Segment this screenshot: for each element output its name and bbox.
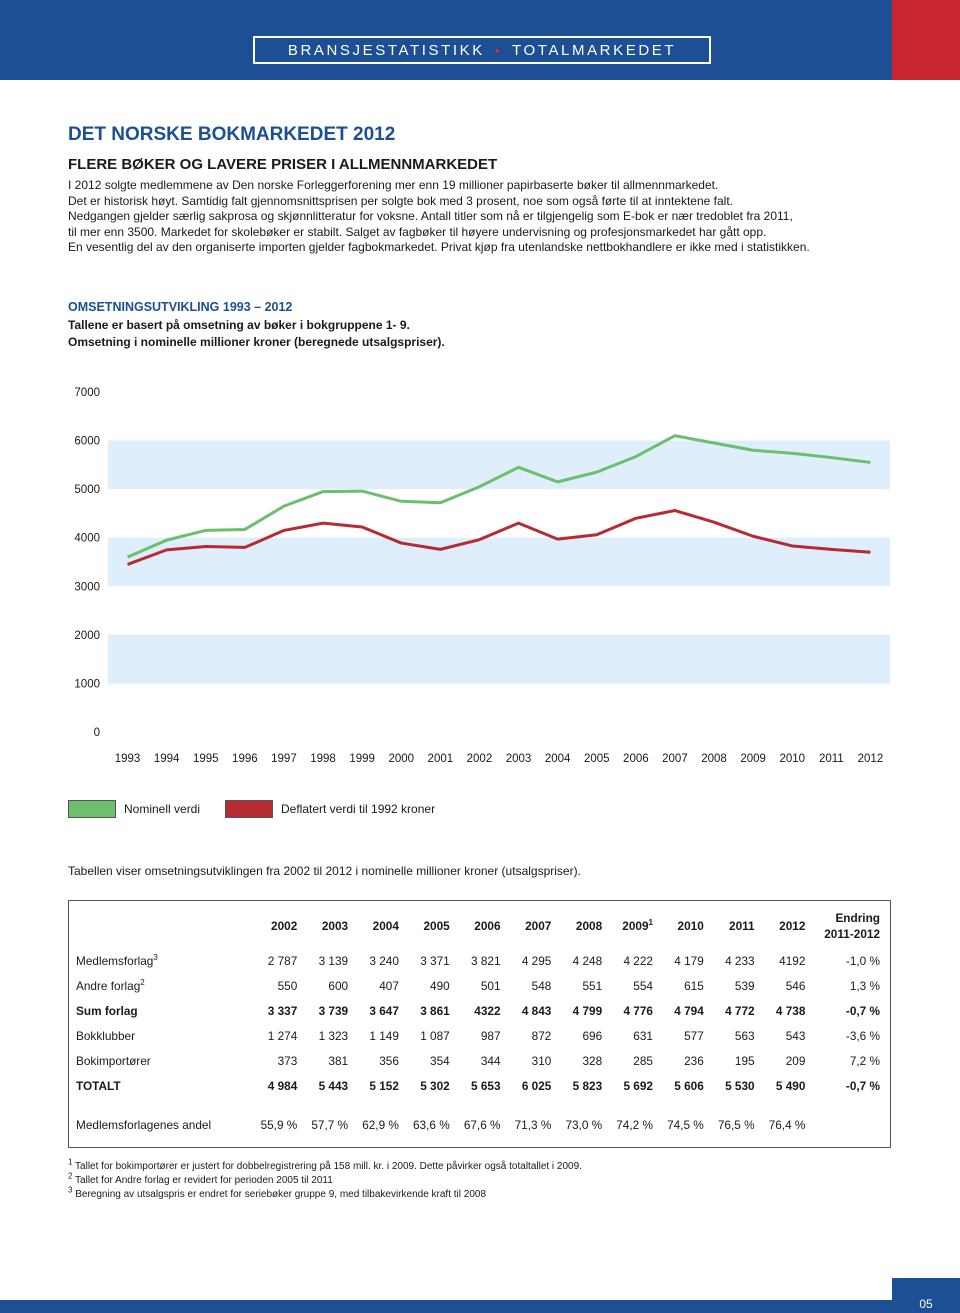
table-cell: 3 337 bbox=[267, 1003, 298, 1018]
table-cell: 1 274 bbox=[267, 1028, 298, 1043]
footnote bbox=[68, 1171, 582, 1188]
footnote-marker: 1 bbox=[648, 918, 653, 928]
table-cell: 407 bbox=[379, 978, 399, 993]
table-cell: 4 295 bbox=[521, 953, 552, 968]
table-cell: 4 843 bbox=[521, 1003, 552, 1018]
row-label: Medlemsforlag$^3$ bbox=[76, 952, 158, 968]
table-cell: 57,7 % bbox=[311, 1117, 349, 1132]
legend-swatch-nominal bbox=[68, 800, 116, 818]
intro-line: Nedgangen gjelder særlig sakprosa og skjønnlitteratur for voksne. Antall titler som nå er tilgjengelig som E-bok er nær tredoblet fra 2011, bbox=[68, 209, 793, 224]
table-cell: 3 371 bbox=[420, 953, 450, 968]
x-tick-label: 1995 bbox=[192, 753, 219, 765]
table-cell: 62,9 % bbox=[362, 1117, 399, 1132]
table-cell: 3 139 bbox=[318, 953, 349, 968]
table-cell: 71,3 % bbox=[514, 1117, 552, 1132]
table-cell: 563 bbox=[734, 1028, 755, 1043]
table-header-year: 2005 bbox=[423, 919, 450, 933]
table-cell: 373 bbox=[277, 1053, 298, 1068]
x-tick-label: 2006 bbox=[623, 753, 649, 765]
x-tick-label: 1993 bbox=[114, 753, 141, 765]
table-spacer bbox=[72, 1098, 884, 1112]
header-separator: • bbox=[494, 42, 503, 58]
table-row bbox=[72, 1048, 884, 1073]
row-label: Medlemsforlagenes andel bbox=[76, 1117, 212, 1132]
table-cell: 4 222 bbox=[623, 953, 653, 968]
footnote-marker: 2 bbox=[140, 977, 145, 987]
page-subtitle: FLERE BØKER OG LAVERE PRISER I ALLMENNMARKEDET bbox=[68, 156, 498, 173]
x-tick-label: 2003 bbox=[505, 753, 532, 765]
table-cell: 554 bbox=[633, 978, 653, 993]
table-cell: 76,5 % bbox=[717, 1117, 755, 1132]
table-cell: 1 323 bbox=[318, 1028, 349, 1043]
table-cell: 490 bbox=[430, 978, 450, 993]
change-cell: -0,7 % bbox=[845, 1003, 880, 1018]
table-cell: 4 799 bbox=[572, 1003, 603, 1018]
intro-line: Det er historisk høyt. Samtidig falt gjennomsnittsprisen per solgte bok med 3 prosent, noe som også førte til at inntektene falt. bbox=[68, 193, 733, 208]
table-header-year: 2011 bbox=[729, 919, 755, 933]
table-row bbox=[72, 948, 884, 973]
revenue-line-chart bbox=[60, 380, 900, 772]
row-label: Andre forlag$^2$ bbox=[76, 977, 145, 993]
table-intro: Tabellen viser omsetningsutviklingen fra 2002 til 2012 i nominelle millioner kroner (utsalgspriser). bbox=[68, 864, 581, 878]
x-tick-label: 2002 bbox=[466, 753, 493, 765]
table-cell: 4 984 bbox=[267, 1078, 298, 1093]
y-tick-label: 7000 bbox=[74, 387, 100, 399]
change-cell: -1,0 % bbox=[845, 953, 880, 968]
intro-line: En vesentlig del av den organiserte importen gjelder fagbokmarkedet. Privat kjøp fra utenlandske nettbokhandlere er ikke med i statistikken. bbox=[68, 240, 810, 255]
table-cell: 285 bbox=[633, 1053, 653, 1068]
footnote-number: 2 bbox=[68, 1171, 73, 1181]
table-cell: 3 821 bbox=[471, 953, 501, 968]
table-cell: 76,4 % bbox=[768, 1117, 806, 1132]
grid-band bbox=[108, 538, 890, 587]
footnote-marker: 3 bbox=[153, 952, 158, 962]
header-label-box bbox=[253, 36, 711, 64]
change-header-line-1: Endring bbox=[835, 911, 880, 925]
row-label: Sum forlag bbox=[76, 1003, 138, 1018]
table-cell: 67,6 % bbox=[463, 1117, 501, 1132]
table-cell: 310 bbox=[531, 1053, 552, 1068]
footnote-number: 3 bbox=[68, 1185, 73, 1195]
header-right: TOTALMARKEDET bbox=[512, 41, 677, 59]
intro-line: I 2012 solgte medlemmene av Den norske Forleggerforening mer enn 19 millioner papirbaserte bøker til allmennmarkedet. bbox=[68, 178, 719, 192]
table-header-year: 2007 bbox=[525, 919, 552, 933]
table-cell: 4 179 bbox=[674, 953, 704, 968]
section-title: OMSETNINGSUTVIKLING 1993 – 2012 bbox=[68, 300, 293, 314]
table-cell: 4322 bbox=[474, 1003, 501, 1018]
intro-text bbox=[68, 178, 888, 256]
table-cell: 73,0 % bbox=[565, 1117, 603, 1132]
table-header-year: 2009$^1$ bbox=[622, 918, 653, 933]
table-cell: 1 087 bbox=[420, 1028, 450, 1043]
table-cell: 5 302 bbox=[420, 1078, 450, 1093]
table-cell: 195 bbox=[734, 1053, 755, 1068]
table-cell: 4 794 bbox=[674, 1003, 704, 1018]
footnote-text: Tallet for bokimportører er justert for dobbelregistrering på 158 mill. kr. i 2009. Dette påvirker også totaltallet i 2009. bbox=[72, 1161, 582, 1172]
table-header-year: 2008 bbox=[575, 919, 603, 933]
x-tick-label: 2011 bbox=[818, 753, 844, 765]
table-header-year: 2012 bbox=[779, 919, 806, 933]
table-cell: 4 233 bbox=[725, 953, 755, 968]
table-cell: 344 bbox=[480, 1053, 501, 1068]
table-header-year: 2002 bbox=[271, 919, 298, 933]
table-header-year: 2003 bbox=[321, 919, 349, 933]
table-cell: 501 bbox=[480, 978, 501, 993]
table-header-year: 2004 bbox=[372, 919, 399, 933]
table-cell: 631 bbox=[633, 1028, 653, 1043]
table-cell: 3 861 bbox=[420, 1003, 450, 1018]
change-cell bbox=[809, 1112, 884, 1137]
table-cell: 4 776 bbox=[623, 1003, 653, 1018]
x-tick-label: 2001 bbox=[427, 753, 454, 765]
revenue-table bbox=[72, 904, 884, 1137]
row-label: Bokimportører bbox=[76, 1053, 151, 1068]
grid-band bbox=[108, 635, 890, 684]
legend-item-nominal bbox=[68, 800, 200, 818]
footnote-text: Beregning av utsalgspris er endret for seriebøker gruppe 9, med tilbakevirkende kraft til 2008 bbox=[72, 1189, 487, 1200]
table-cell: 2 787 bbox=[267, 953, 298, 968]
table-cell: 550 bbox=[277, 978, 298, 993]
page-title: DET NORSKE BOKMARKEDET 2012 bbox=[68, 124, 396, 145]
x-tick-label: 2005 bbox=[583, 753, 610, 765]
table-cell: 615 bbox=[684, 978, 704, 993]
table-cell: 5 692 bbox=[623, 1078, 653, 1093]
x-tick-label: 1997 bbox=[271, 753, 297, 765]
table-cell: 5 152 bbox=[369, 1078, 399, 1093]
table-cell: 546 bbox=[785, 978, 806, 993]
table-cell: 4 248 bbox=[572, 953, 603, 968]
intro-line: til mer enn 3500. Markedet for skolebøker er stabilt. Salget av fagbøker til høyere undervisning og profesjonsmarkedet har gått opp. bbox=[68, 224, 767, 239]
table-row bbox=[72, 973, 884, 998]
table-cell: 551 bbox=[582, 978, 603, 993]
table-cell: 3 739 bbox=[318, 1003, 349, 1018]
table-cell: 5 490 bbox=[775, 1078, 806, 1093]
x-tick-label: 2012 bbox=[857, 753, 884, 765]
spacer-cell bbox=[72, 1098, 884, 1112]
y-tick-label: 4000 bbox=[74, 532, 100, 545]
legend-label-deflated: Deflatert verdi til 1992 kroner bbox=[281, 802, 436, 816]
table-header-year: 2006 bbox=[474, 919, 501, 933]
y-tick-label: 1000 bbox=[74, 678, 100, 691]
x-tick-label: 1994 bbox=[153, 753, 180, 765]
x-tick-label: 1999 bbox=[349, 753, 375, 765]
header-left: BRANSJESTATISTIKK bbox=[287, 41, 485, 59]
x-tick-label: 2007 bbox=[662, 753, 688, 765]
y-tick-label: 3000 bbox=[74, 581, 100, 594]
table-cell: 381 bbox=[328, 1053, 349, 1068]
footnote-number: 1 bbox=[68, 1157, 73, 1167]
table-cell: 5 443 bbox=[318, 1078, 349, 1093]
row-label: Bokklubber bbox=[76, 1028, 136, 1043]
table-cell: 209 bbox=[785, 1053, 806, 1068]
legend-swatch-deflated bbox=[225, 800, 273, 818]
table-cell: 3 647 bbox=[369, 1003, 399, 1018]
table-cell: 4 738 bbox=[775, 1003, 806, 1018]
grid-band bbox=[108, 441, 890, 490]
table-cell: 356 bbox=[379, 1053, 399, 1068]
x-tick-label: 2010 bbox=[779, 753, 806, 765]
section-line-2: Omsetning i nominelle millioner kroner (beregnede utsalgspriser). bbox=[68, 335, 445, 349]
table-cell: 987 bbox=[480, 1028, 501, 1043]
table-cell: 872 bbox=[531, 1028, 552, 1043]
row-label: TOTALT bbox=[76, 1078, 121, 1093]
change-cell: -0,7 % bbox=[845, 1078, 880, 1093]
table-cell: 539 bbox=[734, 978, 755, 993]
table-cell: 548 bbox=[531, 978, 552, 993]
table-row bbox=[72, 998, 884, 1023]
page-number: 05 bbox=[919, 1297, 933, 1311]
table-cell: 354 bbox=[430, 1053, 450, 1068]
table-row bbox=[72, 1073, 884, 1098]
x-tick-label: 2008 bbox=[701, 753, 727, 765]
section-line-1: Tallene er basert på omsetning av bøker i bokgruppene 1- 9. bbox=[68, 318, 410, 332]
table-cell: 236 bbox=[684, 1053, 704, 1068]
footnote bbox=[68, 1185, 582, 1202]
table-cell: 55,9 % bbox=[260, 1117, 298, 1132]
table-cell: 4 772 bbox=[725, 1003, 755, 1018]
table-row bbox=[72, 1023, 884, 1048]
x-tick-label: 2004 bbox=[544, 753, 571, 765]
x-tick-label: 2009 bbox=[740, 753, 766, 765]
table-cell: 63,6 % bbox=[413, 1117, 450, 1132]
table-cell: 74,2 % bbox=[616, 1117, 653, 1132]
change-header-line-2: 2011-2012 bbox=[824, 927, 880, 941]
table-cell: 696 bbox=[582, 1028, 603, 1043]
table-row-share bbox=[72, 1112, 884, 1137]
table-cell: 6 025 bbox=[521, 1078, 552, 1093]
table-cell: 600 bbox=[328, 978, 349, 993]
table-cell: 4192 bbox=[779, 953, 806, 968]
table-cell: 1 149 bbox=[369, 1028, 399, 1043]
footnotes bbox=[68, 1157, 582, 1202]
page-number-block bbox=[892, 1278, 960, 1313]
x-tick-label: 1998 bbox=[310, 753, 336, 765]
footnote bbox=[68, 1157, 582, 1174]
y-tick-label: 2000 bbox=[74, 629, 100, 642]
table-cell: 543 bbox=[785, 1028, 806, 1043]
table-header-blank bbox=[72, 904, 250, 948]
change-cell: 7,2 % bbox=[849, 1053, 880, 1068]
legend-label-nominal: Nominell verdi bbox=[124, 802, 201, 816]
table-cell: 577 bbox=[684, 1028, 704, 1043]
table-cell: 5 606 bbox=[674, 1078, 704, 1093]
table-cell: 74,5 % bbox=[667, 1117, 704, 1132]
footnote-text: Tallet for Andre forlag er revidert for perioden 2005 til 2011 bbox=[72, 1175, 333, 1186]
bottom-banner bbox=[0, 1300, 892, 1313]
y-tick-label: 5000 bbox=[74, 484, 100, 497]
table-cell: 3 240 bbox=[369, 953, 399, 968]
change-cell: -3,6 % bbox=[845, 1028, 880, 1043]
x-tick-label: 2000 bbox=[388, 753, 415, 765]
table-header-change bbox=[809, 904, 884, 948]
top-banner-accent bbox=[892, 0, 960, 80]
y-tick-label: 0 bbox=[93, 727, 100, 739]
change-cell: 1,3 % bbox=[849, 978, 880, 993]
table-cell: 5 823 bbox=[572, 1078, 603, 1093]
table-cell: 5 530 bbox=[725, 1078, 755, 1093]
table-header-year: 2010 bbox=[677, 919, 704, 933]
x-tick-label: 1996 bbox=[232, 753, 258, 765]
table-cell: 328 bbox=[582, 1053, 603, 1068]
y-tick-label: 6000 bbox=[74, 435, 100, 448]
legend-item-deflated bbox=[225, 800, 435, 818]
table-cell: 5 653 bbox=[471, 1078, 501, 1093]
